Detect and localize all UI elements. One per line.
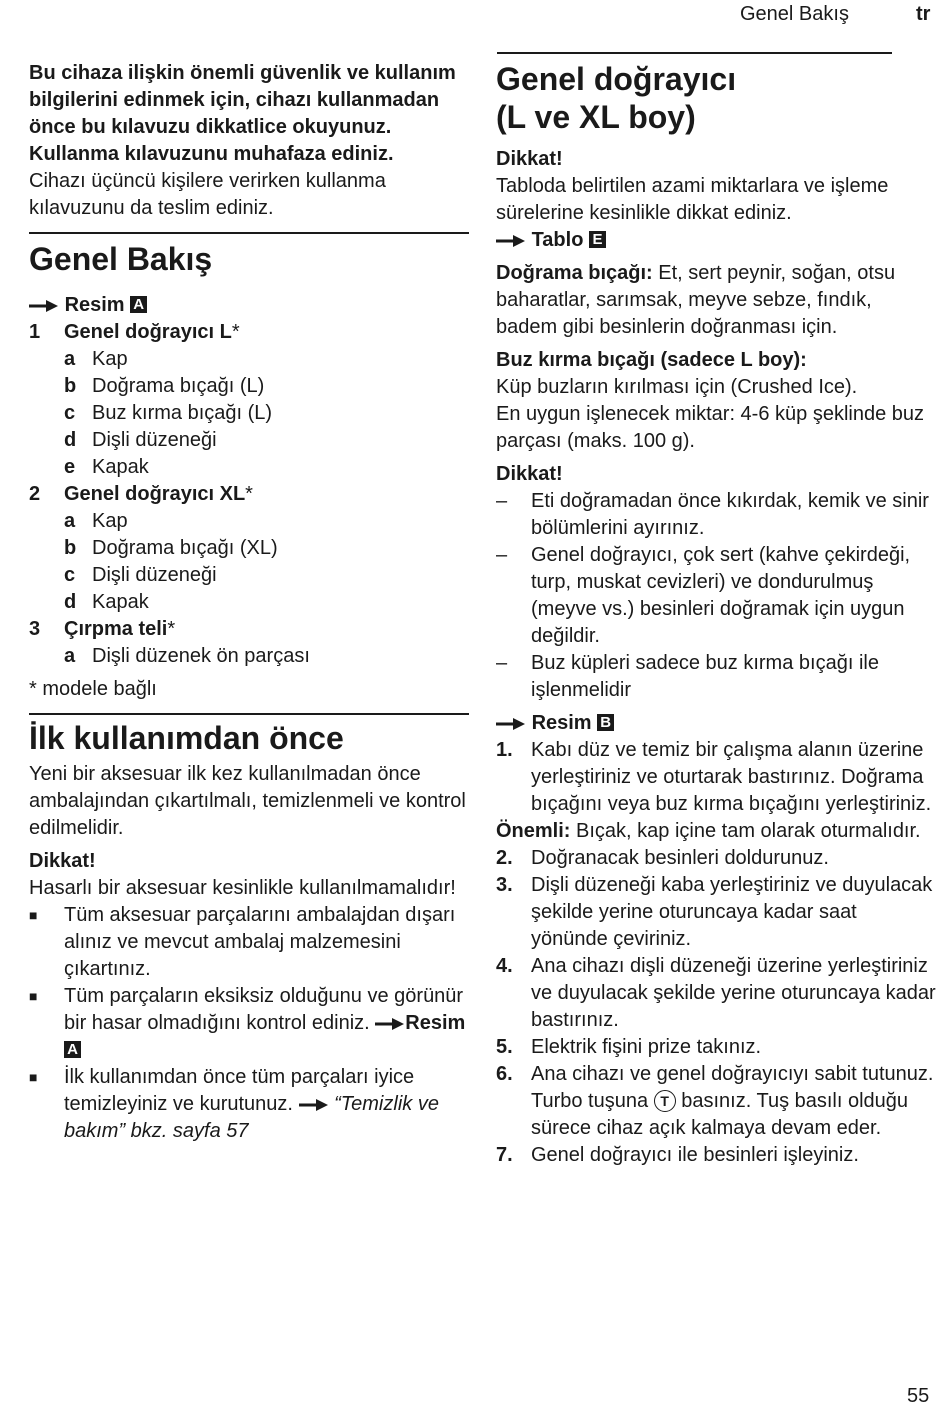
header-rule <box>497 52 892 54</box>
arrow-right-icon <box>496 716 526 732</box>
important-note: Önemli: Bıçak, kap içine tam olarak oturmalıdır. <box>496 820 921 842</box>
overview-item <box>29 319 469 481</box>
step-item: 5. Elektrik fişini prize takınız. <box>496 1036 762 1058</box>
step-item: 1. Kabı düz ve temiz bir çalışma alanın üzerine yerleştiriniz ve oturtarak bastırınız. Doğrama bıçağını veya buz kırma bıçağını yerleştiriniz. <box>496 739 932 815</box>
sub-item: c Dişli düzeneği <box>64 564 217 586</box>
figure-box-a: A <box>64 1041 81 1058</box>
cross-reference: “Temizlik ve bakım” bkz. sayfa 57 <box>64 1093 439 1142</box>
bullet-item: ■ Tüm aksesuar parçalarını ambalajdan dışarı alınız ve mevcut ambalaj malzemesini çıkartınız. <box>29 902 469 983</box>
overview-figure-ref <box>29 292 469 319</box>
ice-blade-text: En uygun işlenecek miktar: 4-6 küp şeklinde buz parçası (maks. 100 g). <box>496 403 925 452</box>
ice-blade-label: Buz kırma bıçağı (sadece L boy): <box>496 349 807 371</box>
first-use-text: Yeni bir aksesuar ilk kez kullanılmadan önce ambalajından çıkartılmalı, temizlenmeli ve kontrol edilmelidir. <box>29 763 466 839</box>
sub-item: d Dişli düzeneği <box>64 429 217 451</box>
arrow-right-icon <box>496 233 526 249</box>
step-item: 3. Dişli düzeneği kaba yerleştiriniz ve duyulacak şekilde yerine oturuncaya kadar saat yönünde çeviriniz. <box>496 874 933 950</box>
dash-item: – Eti doğramadan önce kıkırdak, kemik ve sinir bölümlerini ayırınız. <box>496 490 929 539</box>
turbo-button-icon: T <box>654 1090 676 1112</box>
figure-box-a: A <box>130 296 147 313</box>
item-label: Çırpma teli <box>64 618 168 640</box>
blade-description: Doğrama bıçağı: Et, sert peynir, soğan, otsu baharatlar, sarımsak, meyve sebze, fındık, badem gibi besinlerin doğranması için. <box>496 262 896 338</box>
sub-item: a Dişli düzenek ön parçası <box>64 645 310 667</box>
item-number: 3 <box>29 618 41 640</box>
step-item: 4. Ana cihazı dişli düzeneği üzerine yerleştiriniz ve duyulacak şekilde yerine oturuncaya kadar bastırınız. <box>496 955 936 1031</box>
warning-text: Tabloda belirtilen azami miktarlara ve işleme sürelerine kesinlikle dikkat ediniz. <box>496 175 889 224</box>
warning-text: Hasarlı bir aksesuar kesinlikle kullanılmamalıdır! <box>29 877 456 899</box>
footnote: * modele bağlı <box>29 678 157 700</box>
overview-item <box>29 481 469 616</box>
bullet-square-icon: ■ <box>29 1069 38 1085</box>
dash-item: – Genel doğrayıcı, çok sert (kahve çekirdeği, turp, muskat cevizleri) ve dondurulmuş (meyve vs.) besinleri doğramak için uygun değildir. <box>496 544 911 647</box>
sub-item: c Buz kırma bıçağı (L) <box>64 402 273 424</box>
item-label: Genel doğrayıcı XL <box>64 483 246 505</box>
bullet-item: ■ Tüm parçaların eksiksiz olduğunu ve görünür bir hasar olmadığını kontrol ediniz. Resim A <box>29 983 469 1064</box>
step-item: 6. Ana cihazı ve genel doğrayıcıyı sabit tutunuz. Turbo tuşuna T basınız. Tuş basılı olduğu sürece cihaz açık kalmaya devam eder. <box>496 1063 934 1139</box>
item-number: 2 <box>29 483 41 505</box>
bullet-square-icon: ■ <box>29 907 38 923</box>
arrow-right-icon <box>29 298 59 314</box>
item-number: 1 <box>29 321 41 343</box>
header-section-title: Genel Bakış <box>740 3 849 25</box>
item-label: Genel doğrayıcı L <box>64 321 232 343</box>
bullet-item: ■ İlk kullanımdan önce tüm parçaları iyice temizleyiniz ve kurutunuz. “Temizlik ve bakım” bkz. sayfa 57 <box>29 1064 469 1145</box>
warning-label: Dikkat! <box>29 850 96 872</box>
figure-ref-label: Resim <box>64 294 125 316</box>
figure-box-b: B <box>597 714 614 731</box>
sub-item: b Doğrama bıçağı (XL) <box>64 537 278 559</box>
bullet-square-icon: ■ <box>29 988 38 1004</box>
sub-item: a Kap <box>64 510 128 532</box>
item-star: * <box>167 618 176 640</box>
item-star: * <box>231 321 240 343</box>
right-column <box>496 60 936 1169</box>
ice-blade-text: Küp buzların kırılması için (Crushed Ice). <box>496 376 858 398</box>
page-number: 55 <box>907 1385 930 1407</box>
item-star: * <box>245 483 253 505</box>
chopper-title: Genel doğrayıcı (L ve XL boy) <box>496 61 737 135</box>
overview-item <box>29 616 469 670</box>
warning-label: Dikkat! <box>496 463 563 485</box>
intro-bold: Bu cihaza ilişkin önemli güvenlik ve kullanım bilgilerini edinmek için, cihazı kullanmadan önce bu kılavuzu dikkatlice okuyunuz. Kullanma kılavuzunu muhafaza ediniz. <box>29 62 456 165</box>
page-header <box>0 0 950 50</box>
dash-item: – Buz küpleri sadece buz kırma bıçağı ile işlenmelidir <box>496 652 879 701</box>
sub-item: e Kapak <box>64 456 149 478</box>
warning-label: Dikkat! <box>496 148 563 170</box>
left-column <box>29 60 469 1145</box>
header-language: tr <box>916 3 931 25</box>
overview-title: Genel Bakış <box>29 241 213 277</box>
figure-ref-b: Resim B <box>496 710 936 737</box>
step-item: 2. Doğranacak besinleri doldurunuz. <box>496 847 829 869</box>
step-item: 7. Genel doğrayıcı ile besinleri işleyiniz. <box>496 1144 859 1166</box>
sub-item: d Kapak <box>64 591 149 613</box>
sub-item: a Kap <box>64 348 128 370</box>
table-ref: Tablo E <box>496 227 936 254</box>
arrow-right-icon <box>299 1097 329 1113</box>
sub-item: b Doğrama bıçağı (L) <box>64 375 265 397</box>
first-use-title: İlk kullanımdan önce <box>29 720 344 756</box>
intro-normal: Cihazı üçüncü kişilere verirken kullanma kılavuzunu da teslim ediniz. <box>29 170 386 219</box>
arrow-right-icon <box>375 1016 405 1032</box>
table-box-e: E <box>589 231 606 248</box>
